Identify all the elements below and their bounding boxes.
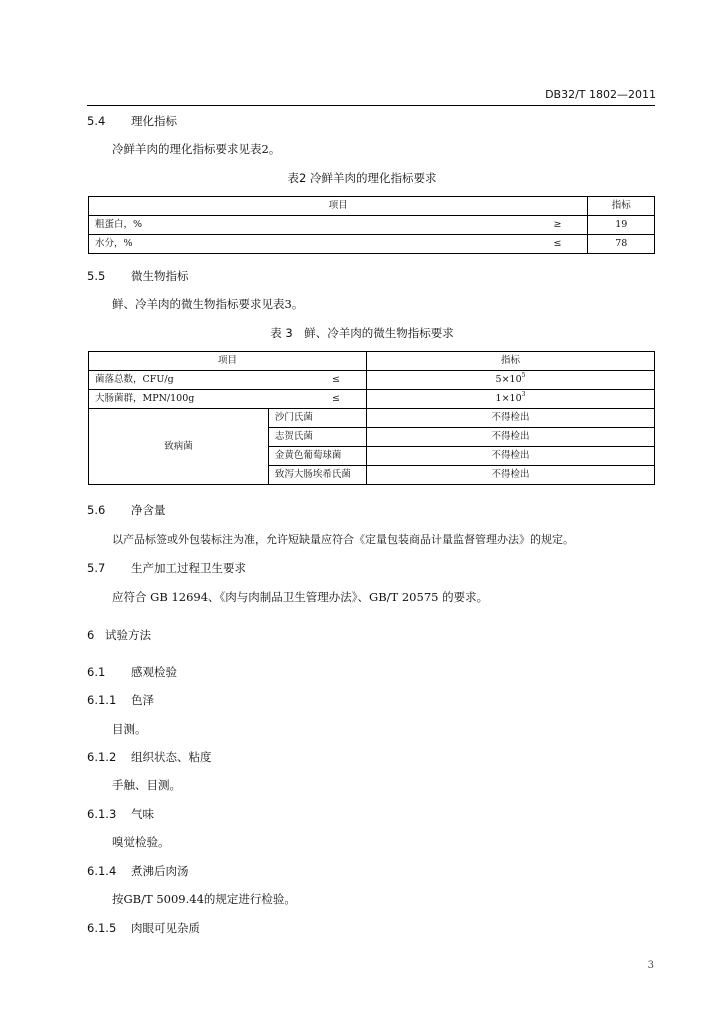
table-row [89,409,655,428]
section-number: 5.7 [87,561,106,575]
row-relation: ≤ [268,390,366,409]
page-number: 3 [647,960,654,971]
section-title: 组织状态、粘度 [131,750,212,764]
section-number: 6.1.4 [87,864,117,878]
section-6-1-4-heading [87,863,189,879]
section-5-4-text: 冷鲜羊肉的理化指标要求见表2。 [112,142,281,156]
table-row [89,235,655,254]
row-item: 大肠菌群，MPN/100g [89,390,269,409]
section-6-1-heading [87,664,177,680]
section-5-5-text: 鲜、冷羊肉的微生物指标要求见表3。 [112,297,304,311]
pathogen-name: 志贺氏菌 [268,428,366,447]
section-5-4-heading [87,113,177,129]
section-title: 生产加工过程卫生要求 [131,561,246,575]
value-base: 5×10 [495,374,522,385]
section-6-1-3-text: 嗅觉检验。 [112,835,170,849]
section-title: 净含量 [131,503,166,517]
section-number: 5.4 [87,114,106,128]
pathogen-value: 不得检出 [367,466,655,485]
table-3 [88,351,655,485]
table-2 [88,196,655,254]
section-title: 气味 [131,807,154,821]
section-title: 理化指标 [131,114,177,128]
pathogen-value: 不得检出 [367,409,655,428]
section-number: 6.1.2 [87,750,117,764]
row-value [367,390,655,409]
section-title: 感观检验 [131,665,177,679]
pathogen-value: 不得检出 [367,428,655,447]
value-base: 1×10 [495,393,522,404]
section-6-heading [87,627,151,643]
section-5-6-heading [87,502,166,518]
row-item: 粗蛋白，% [89,216,516,235]
row-relation: ≤ [268,371,366,390]
table-row [89,390,655,409]
section-number: 6 [87,628,95,642]
row-item: 水分，% [89,235,516,254]
table-row [89,216,655,235]
row-relation: ≥ [515,216,588,235]
section-6-1-5-heading [87,920,200,936]
section-6-1-2-heading [87,749,212,765]
row-item: 菌落总数，CFU/g [89,371,269,390]
section-5-7-text: 应符合 GB 12694、《肉与肉制品卫生管理办法》、GB/T 20575 的要求。 [112,590,489,604]
pathogen-name: 致泻大肠埃希氏菌 [268,466,366,485]
section-6-1-4-text: 按GB/T 5009.44的规定进行检验。 [112,892,296,906]
section-5-5-heading [87,268,189,284]
table-3-caption: 表 3 鲜、冷羊肉的微生物指标要求 [270,326,454,340]
section-6-1-1-text: 目测。 [112,722,147,736]
section-5-7-heading [87,560,246,576]
section-6-1-3-heading [87,806,154,822]
table-row [89,371,655,390]
row-value [367,371,655,390]
section-number: 6.1.3 [87,807,117,821]
header-item: 项目 [89,197,588,216]
section-title: 色泽 [131,693,154,707]
table-3-header-row [89,352,655,371]
section-title: 煮沸后肉汤 [131,864,189,878]
pathogen-name: 金黄色葡萄球菌 [268,447,366,466]
document-code: DB32/T 1802—2011 [545,88,656,101]
row-relation: ≤ [515,235,588,254]
section-number: 5.5 [87,269,106,283]
section-number: 6.1.5 [87,921,117,935]
header-item: 项目 [89,352,367,371]
pathogen-name: 沙门氏菌 [268,409,366,428]
section-number: 6.1.1 [87,693,117,707]
table-2-header-row [89,197,655,216]
header-rule [87,105,655,106]
section-6-1-2-text: 手触、目测。 [112,778,181,792]
table-2-caption: 表2 冷鲜羊肉的理化指标要求 [287,171,437,185]
section-title: 微生物指标 [131,269,189,283]
value-exponent: 3 [521,391,526,398]
section-number: 5.6 [87,503,106,517]
section-6-1-1-heading [87,692,154,708]
value-exponent: 5 [521,372,526,379]
pathogen-label: 致病菌 [89,409,269,485]
section-number: 6.1 [87,665,106,679]
section-title: 肉眼可见杂质 [131,921,200,935]
row-value: 19 [588,216,655,235]
header-value: 指标 [367,352,655,371]
header-value: 指标 [588,197,655,216]
section-title: 试验方法 [105,628,151,642]
row-value: 78 [588,235,655,254]
section-5-6-text: 以产品标签或外包装标注为准，允许短缺量应符合《定量包装商品计量监督管理办法》的规定。 [112,533,574,546]
pathogen-value: 不得检出 [367,447,655,466]
